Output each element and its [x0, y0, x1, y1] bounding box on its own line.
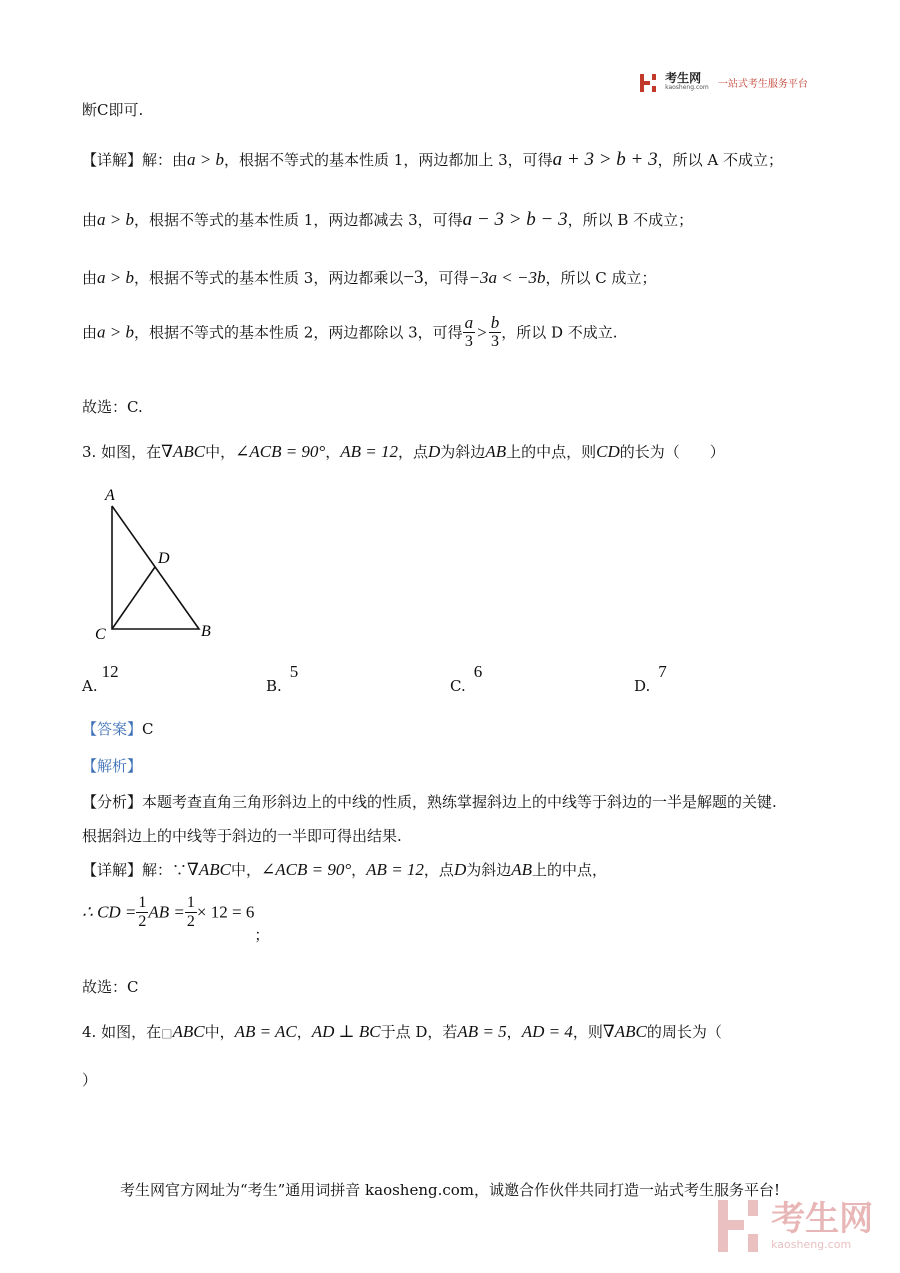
answer-tag: 【答案】	[82, 720, 143, 738]
footer-text: 考生网官方网址为“考生”通用词拼音 kaosheng.com，诚邀合作伙伴共同打造一站式考生服务平台!	[119, 1181, 781, 1199]
fraction-one-half-2: $\frac{1}{2}$	[186, 894, 195, 930]
prev-continuation: 断C即可.	[82, 101, 144, 119]
fraction-one-half: $\frac{1}{2}$	[138, 894, 147, 930]
header-domain: kaosheng.com	[665, 83, 709, 91]
q3-answer: 【答案】C	[82, 720, 154, 738]
question-number: 4.	[82, 1023, 97, 1041]
option-b[interactable]: B.5	[266, 662, 299, 695]
option-a[interactable]: A.12	[82, 662, 119, 695]
watermark-logo-icon	[718, 1200, 762, 1252]
median-cd	[112, 567, 155, 629]
header-logo	[640, 72, 808, 93]
q3-triangle-figure	[88, 482, 228, 647]
label-d: D	[158, 550, 170, 567]
option-d[interactable]: D.7	[634, 662, 667, 695]
fraction-b-over-3: $\frac{b}{3}$	[490, 313, 500, 350]
prev-choice: 故选：C.	[82, 398, 143, 416]
q3-fenxi-line-2: 根据斜边上的中线等于斜边的一半即可得出结果.	[82, 827, 402, 845]
prev-detail-line-3: 由a > b，根据不等式的基本性质 3，两边都乘以−3，可得−3a < −3b，所以 C 成立；	[82, 267, 657, 288]
q4-stem: 4. 如图，在□ABC中，AB = AC，AD ⊥ BC于点 D，若AB = 5，AD = 4，则∇ABC的周长为（	[82, 1022, 722, 1041]
prev-detail-line-1: 【详解】解：由a > b，根据不等式的基本性质 1，两边都加上 3，可得a + 3 > b + 3，所以 A 不成立；	[82, 149, 783, 170]
q3-fenxi-line-1: 【分析】本题考查直角三角形斜边上的中线的性质，熟练掌握斜边上的中线等于斜边的一半是解题的关键.	[82, 793, 777, 811]
fraction-a-over-3: $\frac{a}{3}$	[464, 313, 474, 350]
label-b: B	[201, 623, 211, 640]
watermark	[718, 1200, 873, 1252]
q3-stem: 3. 如图，在∇ABC中，∠ACB = 90°，AB = 12，点D为斜边AB上的中点，则CD的长为（ ）	[82, 442, 725, 461]
q3-analysis-tag: 【解析】	[82, 757, 143, 775]
watermark-domain: kaosheng.com	[771, 1238, 852, 1251]
q3-detail-line: 【详解】解：∵∇ABC中，∠ACB = 90°，AB = 12，点D为斜边AB上的中点，	[82, 860, 608, 879]
header-brand: 考生网	[665, 70, 702, 85]
prev-detail-line-4: 由a > b，根据不等式的基本性质 2，两边都除以 3，可得 $\frac{a}{3}$ > $\frac{b}{3}$ ，所以 D 不成立.	[82, 313, 618, 350]
kaosheng-logo-icon	[640, 74, 658, 92]
watermark-brand: 考生网	[771, 1199, 874, 1239]
q4-stem-close: ）	[82, 1071, 98, 1089]
header-tagline: 一站式考生服务平台	[717, 79, 808, 90]
detail-tag: 【详解】	[82, 151, 143, 169]
prev-detail-line-2: 由a > b，根据不等式的基本性质 1，两边都减去 3，可得a − 3 > b − 3，所以 B 不成立；	[82, 209, 694, 230]
label-c: C	[95, 626, 106, 643]
label-a: A	[105, 487, 115, 504]
option-c[interactable]: C.6	[450, 662, 483, 695]
q3-choice: 故选：C	[82, 978, 139, 996]
q3-calc-line: ∴ CD = $\frac{1}{2}$ AB = $\frac{1}{2}$ × 12 = 6；	[82, 894, 270, 944]
question-number: 3.	[82, 443, 97, 461]
